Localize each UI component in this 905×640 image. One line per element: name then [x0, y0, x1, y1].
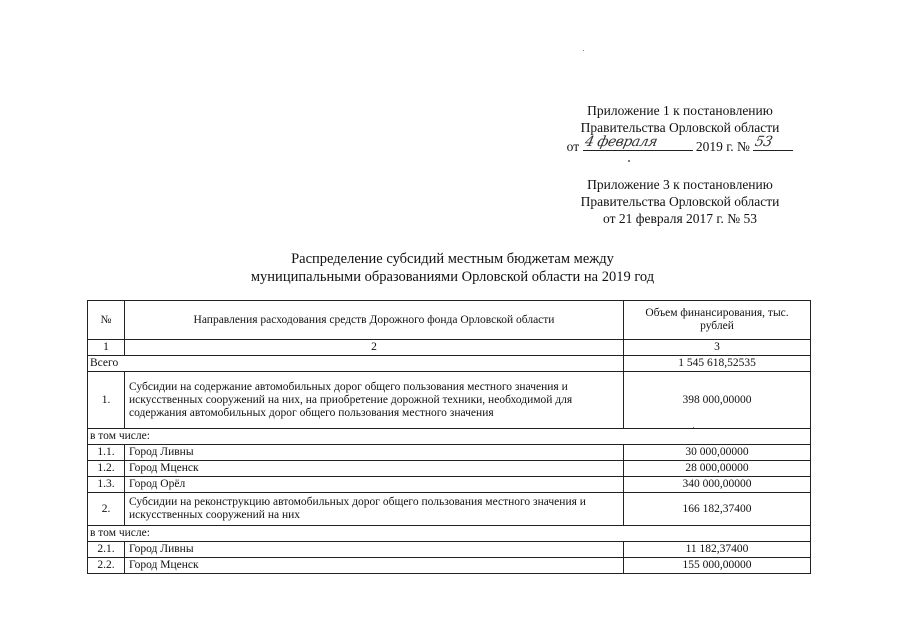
table-row: [88, 477, 811, 493]
handwritten-number-field: [753, 136, 793, 151]
row-amount: 30 000,00000: [624, 445, 811, 461]
header-amount: Объем финансирования, тыс. рублей: [624, 301, 811, 340]
total-amount: 1 545 618,52535: [624, 356, 811, 372]
total-label: Всего: [88, 356, 624, 372]
header-direction: Направления расходования средств Дорожного фонда Орловской области: [125, 301, 624, 340]
row-name: Город Орёл: [125, 477, 624, 493]
col-number-1: 1: [88, 340, 125, 356]
row-name: Город Ливны: [125, 542, 624, 558]
row-num: 1.3.: [88, 477, 125, 493]
including-label-2: в том числе:: [88, 526, 811, 542]
column-number-row: [88, 340, 811, 356]
appendix-3-line1: Приложение 3 к постановлению: [587, 177, 773, 192]
col-number-2: 2: [125, 340, 624, 356]
row-num: 2.1.: [88, 542, 125, 558]
title-line1: Распределение субсидий местным бюджетам между: [291, 251, 614, 267]
document-title: [180, 250, 725, 286]
scan-speck: [583, 50, 584, 51]
table-row-section-2: [88, 493, 811, 526]
handwritten-date: 4 февраля: [582, 134, 659, 150]
section-2-text: Субсидии на реконструкцию автомобильных дорог общего пользования местного значения и искусственных сооружений на них: [125, 493, 624, 526]
appendix-3-header: [555, 176, 805, 227]
row-name: Город Ливны: [125, 445, 624, 461]
appendix-3-line2: Правительства Орловской области: [580, 194, 780, 209]
row-num: 1.2.: [88, 461, 125, 477]
scan-speck: [693, 427, 694, 428]
section-2-amount: 166 182,37400: [624, 493, 811, 526]
appendix-1-date-line: [555, 136, 805, 155]
row-amount: 11 182,37400: [624, 542, 811, 558]
table-header-row: [88, 301, 811, 340]
appendix-1-line1: Приложение 1 к постановлению: [587, 103, 773, 118]
section-2-num: 2.: [88, 493, 125, 526]
section-1-text: Субсидии на содержание автомобильных дорог общего пользования местного значения и искусственных сооружений на них, на приобретение дорожной техники, необходимой для содержания автомобильных дорог общего пользования местного значения: [125, 372, 624, 429]
including-row-1: [88, 429, 811, 445]
row-num: 2.2.: [88, 558, 125, 574]
row-name: Город Мценск: [125, 558, 624, 574]
total-row: [88, 356, 811, 372]
appendix-1-header: [555, 102, 805, 155]
table-row: [88, 558, 811, 574]
table-row: [88, 461, 811, 477]
row-amount: 340 000,00000: [624, 477, 811, 493]
date-prefix: от: [566, 139, 580, 154]
row-amount: 28 000,00000: [624, 461, 811, 477]
handwritten-number: 53: [753, 134, 774, 150]
table-row: [88, 542, 811, 558]
table-row: [88, 445, 811, 461]
scan-speck: [628, 160, 630, 162]
including-label-1: в том числе:: [88, 429, 811, 445]
date-year: 2019 г. №: [695, 139, 750, 154]
handwritten-date-field: [583, 136, 693, 151]
appendix-1-line2: Правительства Орловской области: [580, 120, 780, 135]
appendix-3-line3: от 21 февраля 2017 г. № 53: [603, 211, 757, 226]
section-1-num: 1.: [88, 372, 125, 429]
table-row-section-1: [88, 372, 811, 429]
row-num: 1.1.: [88, 445, 125, 461]
subsidy-table: [87, 300, 811, 574]
row-amount: 155 000,00000: [624, 558, 811, 574]
header-num: №: [88, 301, 125, 340]
title-line2: муниципальными образованиями Орловской области на 2019 год: [250, 269, 655, 285]
section-1-amount: 398 000,00000: [624, 372, 811, 429]
col-number-3: 3: [624, 340, 811, 356]
row-name: Город Мценск: [125, 461, 624, 477]
including-row-2: [88, 526, 811, 542]
